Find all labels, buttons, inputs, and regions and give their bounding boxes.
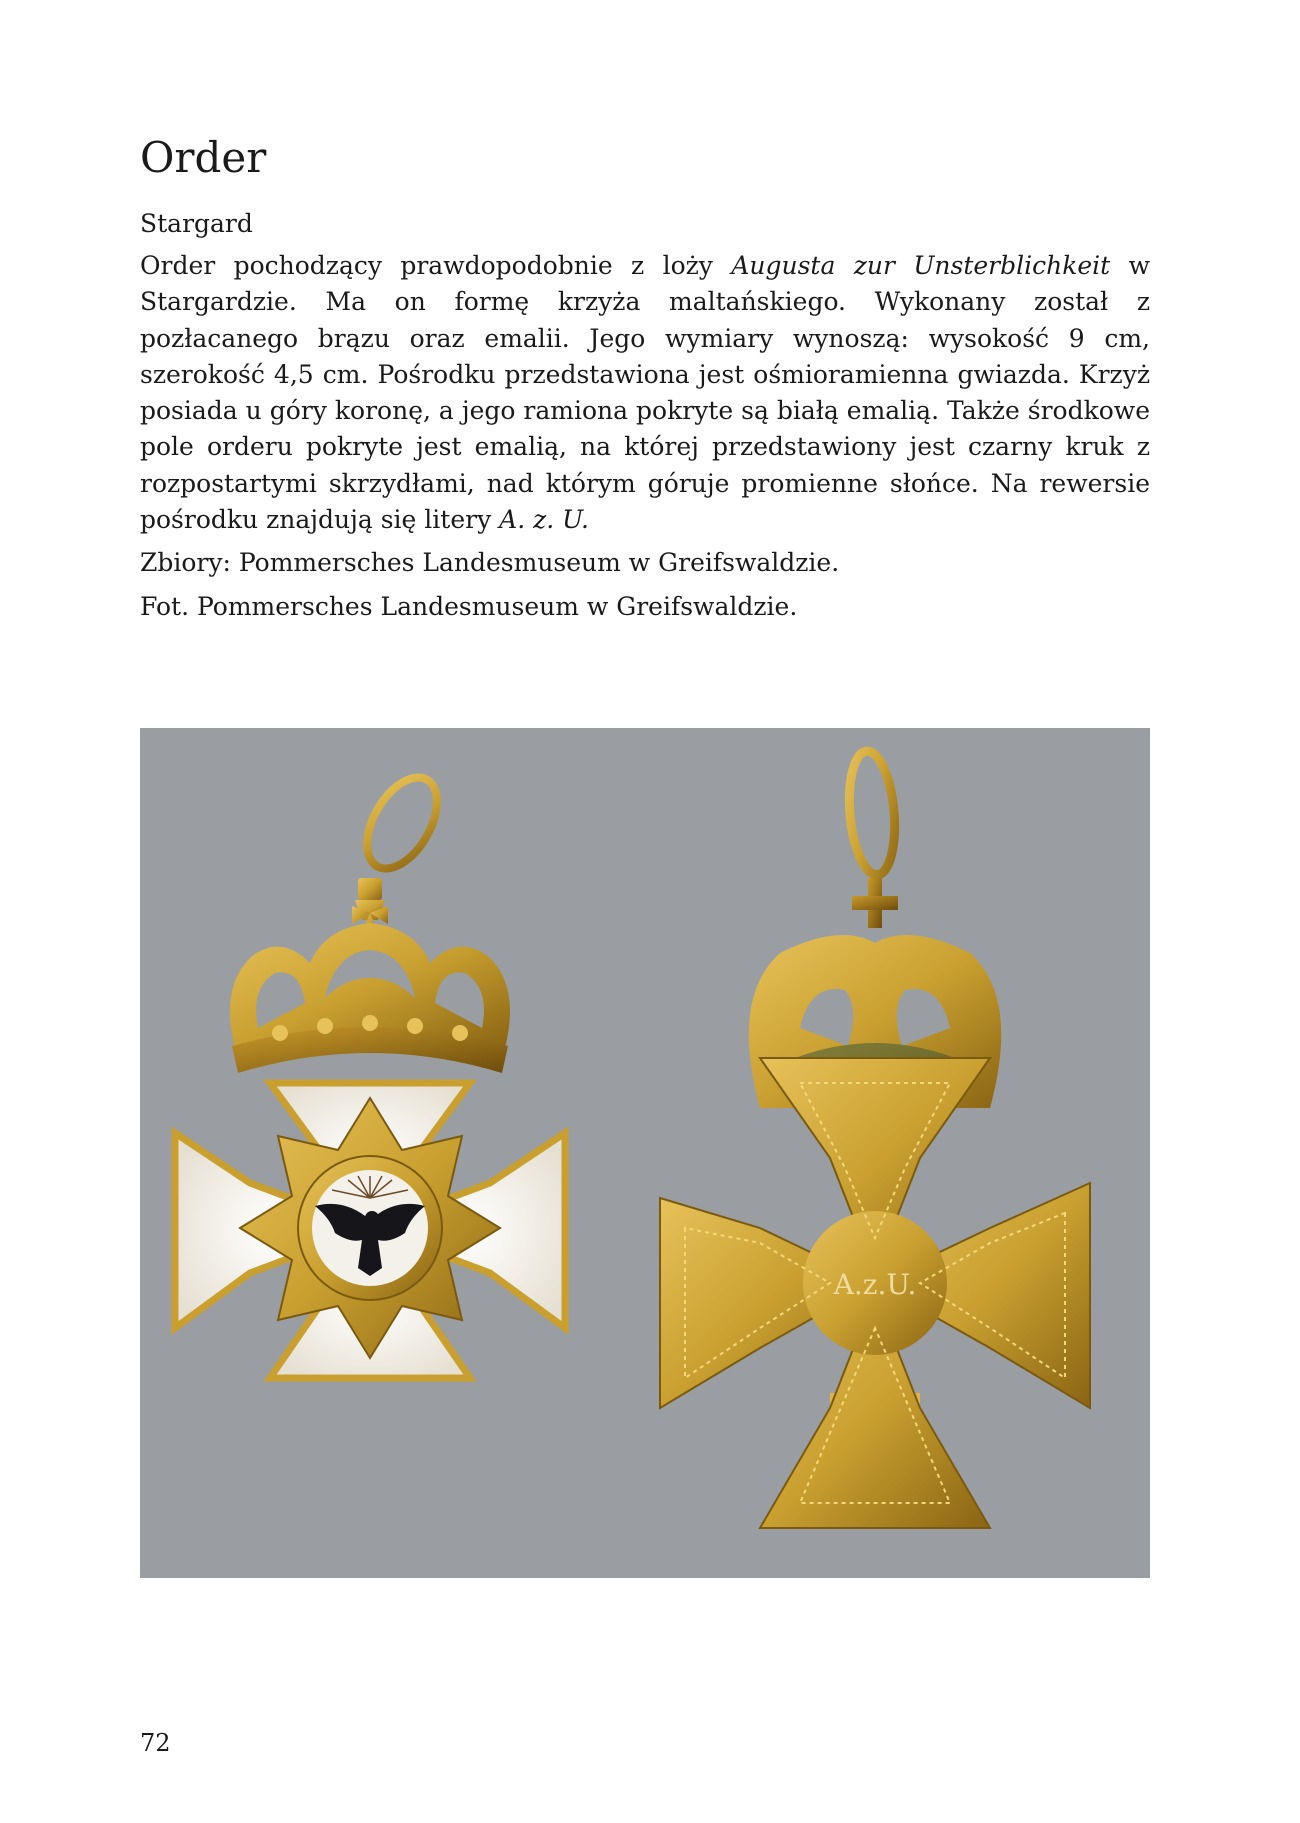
crown-cross-back xyxy=(852,878,898,928)
page-number: 72 xyxy=(140,1729,171,1757)
reverse-inscription: A.z.U. xyxy=(833,1268,917,1301)
order-reverse xyxy=(660,749,1090,1528)
description-part-2: w Stargardzie. Ma on formę krzyża maltańskiego. Wykonany został z pozłacanego brązu oraz emalii. Jego wymiary wynoszą: wysokość 9 cm, szerokość 4,5 cm. Pośrodku przedstawiona jest ośmioramienna gwiazda. Krzyż posiada u góry koronę, a jego ramiona pokryte są białą emalią. Także środkowe pole orderu pokryte jest emalią, na której przedstawiony jest czarny kruk z rozpostartymi skrzydłami, nad którym góruje promienne słońce. Na rewersie pośrodku znajdują się litery xyxy=(140,251,1150,535)
photo-credit: Fot. Pommersches Landesmuseum w Greifswaldzie. xyxy=(140,592,798,621)
order-photograph xyxy=(140,728,1150,1578)
description-paragraph xyxy=(140,248,1150,538)
collection-line: Zbiory: Pommersches Landesmuseum w Greifswaldzie. xyxy=(140,548,840,577)
crown-front xyxy=(230,923,510,1073)
order-illustration xyxy=(140,728,1150,1578)
suspension-ring-back xyxy=(845,749,900,876)
description-part-1: Order pochodzący prawdopodobnie z loży xyxy=(140,251,732,280)
order-obverse xyxy=(175,766,565,1378)
suspension-ring-front xyxy=(353,766,451,881)
location-heading: Stargard xyxy=(140,209,253,238)
reverse-letters: A. z. U. xyxy=(499,505,589,535)
page-title: Order xyxy=(140,133,267,182)
lodge-name: Augusta zur Unsterblichkeit xyxy=(731,251,1111,280)
